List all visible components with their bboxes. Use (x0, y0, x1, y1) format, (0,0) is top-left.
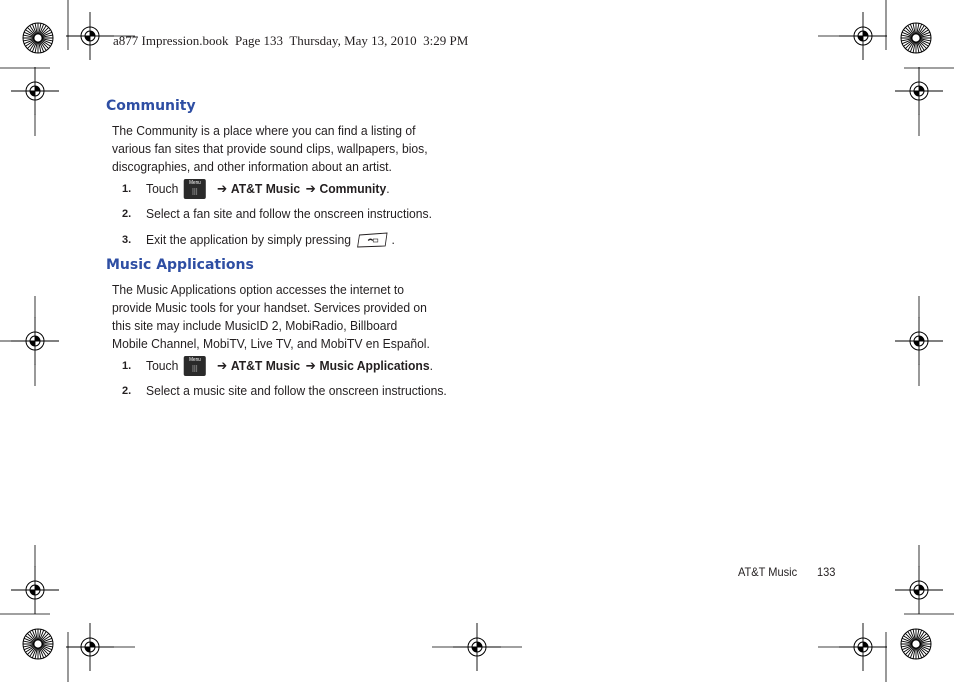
step-text: Touch (146, 181, 179, 196)
registration-mark-icon (895, 317, 943, 365)
step-text: Exit the application by simply pressing (146, 232, 352, 247)
menu-key-label: Menu (189, 180, 201, 186)
menu-path-music-applications: Music Applications (319, 358, 430, 373)
step-text: Select a music site and follow the onscreen instructions. (146, 383, 447, 398)
step-end-punctuation: . (391, 232, 395, 247)
registration-mark-icon (453, 623, 501, 671)
step-number: 2. (122, 385, 132, 397)
menu-key-label: Menu (189, 357, 201, 363)
section-paragraph-community: The Community is a place where you can find a listing of various fan sites that provide sound clips, wallpapers, bios, discographies, and other information about an artist. (112, 123, 428, 174)
registration-mark-icon (11, 67, 59, 115)
menu-path-community: Community (319, 181, 387, 196)
arrow-icon: ➔ (217, 181, 228, 196)
star-target-icon (901, 629, 931, 659)
footer-section-name: AT&T Music (738, 565, 798, 579)
step-end-punctuation: . (429, 358, 433, 373)
print-header: a877 Impression.book Page 133 Thursday, May 13, 2010 3:29 PM (113, 33, 469, 48)
step-text: Touch (146, 358, 179, 373)
section-heading-music-applications: Music Applications (106, 257, 254, 273)
registration-mark-icon (895, 566, 943, 614)
step-end-punctuation: . (386, 181, 390, 196)
registration-mark-icon (66, 12, 114, 60)
end-key-icon (357, 232, 390, 248)
step-text: Select a fan site and follow the onscreen instructions. (146, 206, 432, 221)
star-target-icon (23, 23, 53, 53)
community-step-3 (122, 231, 417, 249)
registration-mark-icon (11, 317, 59, 365)
registration-mark-icon (11, 566, 59, 614)
footer-page-number: 133 (817, 565, 836, 579)
step-number: 2. (122, 208, 132, 220)
menu-key-icon (184, 179, 206, 199)
menu-key-icon (184, 356, 206, 376)
community-step-2 (122, 205, 457, 223)
menu-path-att-music: AT&T Music (230, 358, 301, 373)
section-paragraph-music-applications: The Music Applications option accesses the internet to provide Music tools for your handset. Services provided on this site may include MusicID 2, MobiRadio, Billboard Mobile Channel, MobiTV, Live TV, and MobiTV en Español. (112, 282, 430, 351)
arrow-icon: ➔ (217, 358, 228, 373)
registration-mark-icon (839, 623, 887, 671)
menu-path-att-music: AT&T Music (230, 181, 301, 196)
community-step-1 (122, 179, 411, 199)
registration-mark-icon (839, 12, 887, 60)
music-applications-step-2 (122, 382, 473, 400)
registration-mark-icon (895, 67, 943, 115)
arrow-icon: ➔ (305, 358, 316, 373)
star-target-icon (901, 23, 931, 53)
arrow-icon: ➔ (305, 181, 316, 196)
registration-mark-icon (66, 623, 114, 671)
star-target-icon (23, 629, 53, 659)
step-number: 1. (122, 183, 132, 195)
music-applications-step-1 (122, 356, 458, 376)
step-number: 3. (122, 234, 132, 246)
step-number: 1. (122, 360, 132, 372)
section-heading-community: Community (106, 98, 196, 114)
